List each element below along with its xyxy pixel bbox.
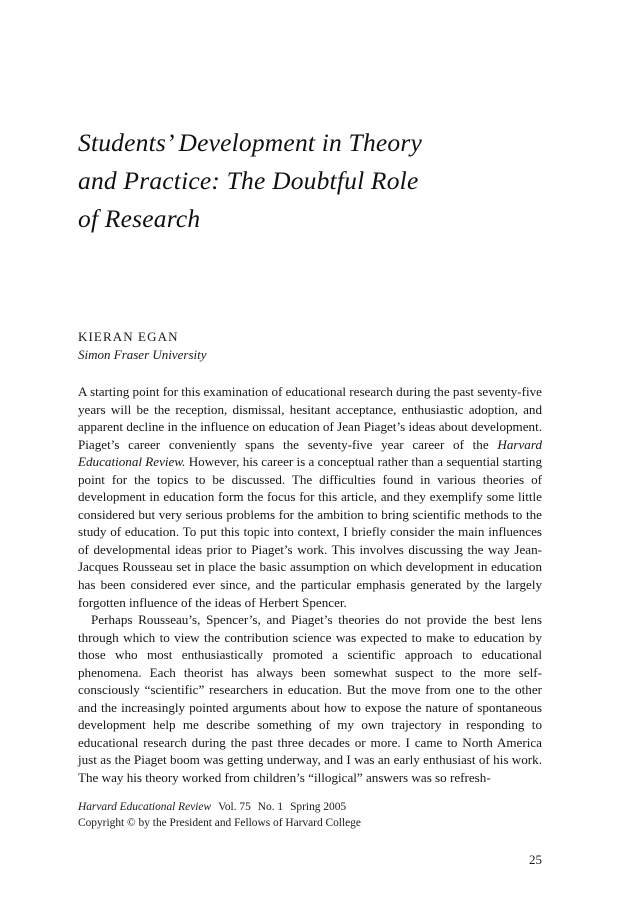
footer-copyright: Copyright © by the President and Fellows of Harvard College xyxy=(78,816,361,829)
author-name: KIERAN EGAN xyxy=(78,329,179,344)
footer-issue: No. 1 xyxy=(257,801,284,813)
page-footer xyxy=(78,800,542,831)
footer-journal-line xyxy=(78,800,542,816)
footer-journal-name: Harvard Educational Review xyxy=(78,801,212,813)
footer-season: Spring 2005 xyxy=(290,801,347,813)
author-byline xyxy=(78,328,542,364)
body-paragraph-2: Perhaps Rousseau’s, Spencer’s, and Piaget’s theories do not provide the best lens through which to view the contribution science was expected to make to education by those who most enthusiastically promoted a scientific approach to educational phenomena. Each theorist has always been somewhat suspect to the more self-consciously “scientific” researchers in education. But the move from one to the other and the increasingly pointed arguments about how to expose the nature of spontaneous development help me describe something of my own trajectory in responding to educational research during the past three decades or more. I came to North America just as the Piaget boom was getting underway, and I was an early enthusiast of his work. The way his theory worked from children’s “illogical” answers was so refresh- xyxy=(78,612,542,786)
article-title xyxy=(78,0,542,238)
footer-volume: Vol. 75 xyxy=(218,801,251,813)
article-title-line-2: and Practice: The Doubtful Role xyxy=(78,166,419,195)
article-title-line-1: Students’ Development in Theory xyxy=(78,128,423,157)
paragraph-1-text-before-italic: A starting point for this examination of educational research during the past seventy-five years will be the reception, dismissal, hesitant acceptance, enthusiastic adoption, and apparent decline in the influence on education of Jean Piaget’s ideas about development. Piaget’s career conveniently spans the seventy-five year career of the xyxy=(78,384,542,452)
body-paragraph-1 xyxy=(78,383,542,611)
page-content xyxy=(78,0,542,787)
page-number: 25 xyxy=(529,852,542,867)
article-body xyxy=(78,383,542,787)
author-affiliation: Simon Fraser University xyxy=(78,347,207,362)
journal-title-italic: Harvard Educational Review. xyxy=(78,436,542,470)
article-title-line-3: of Research xyxy=(78,204,201,233)
paragraph-1-text-after-italic: However, his career is a conceptual rather than a sequential starting point for the topics to be discussed. The difficulties found in various theories of development in education form the focus for this article, and they exemplify some little considered but very serious problems for the ambition to bring scientific methods to the study of education. To put this topic into context, I briefly consider the main influences of developmental ideas prior to Piaget’s work. This involves discussing the way Jean-Jacques Rousseau set in place the basic assumption on which development in education has been considered ever since, and the particular emphasis generated by the largely forgotten influence of the ideas of Herbert Spencer. xyxy=(78,454,542,610)
